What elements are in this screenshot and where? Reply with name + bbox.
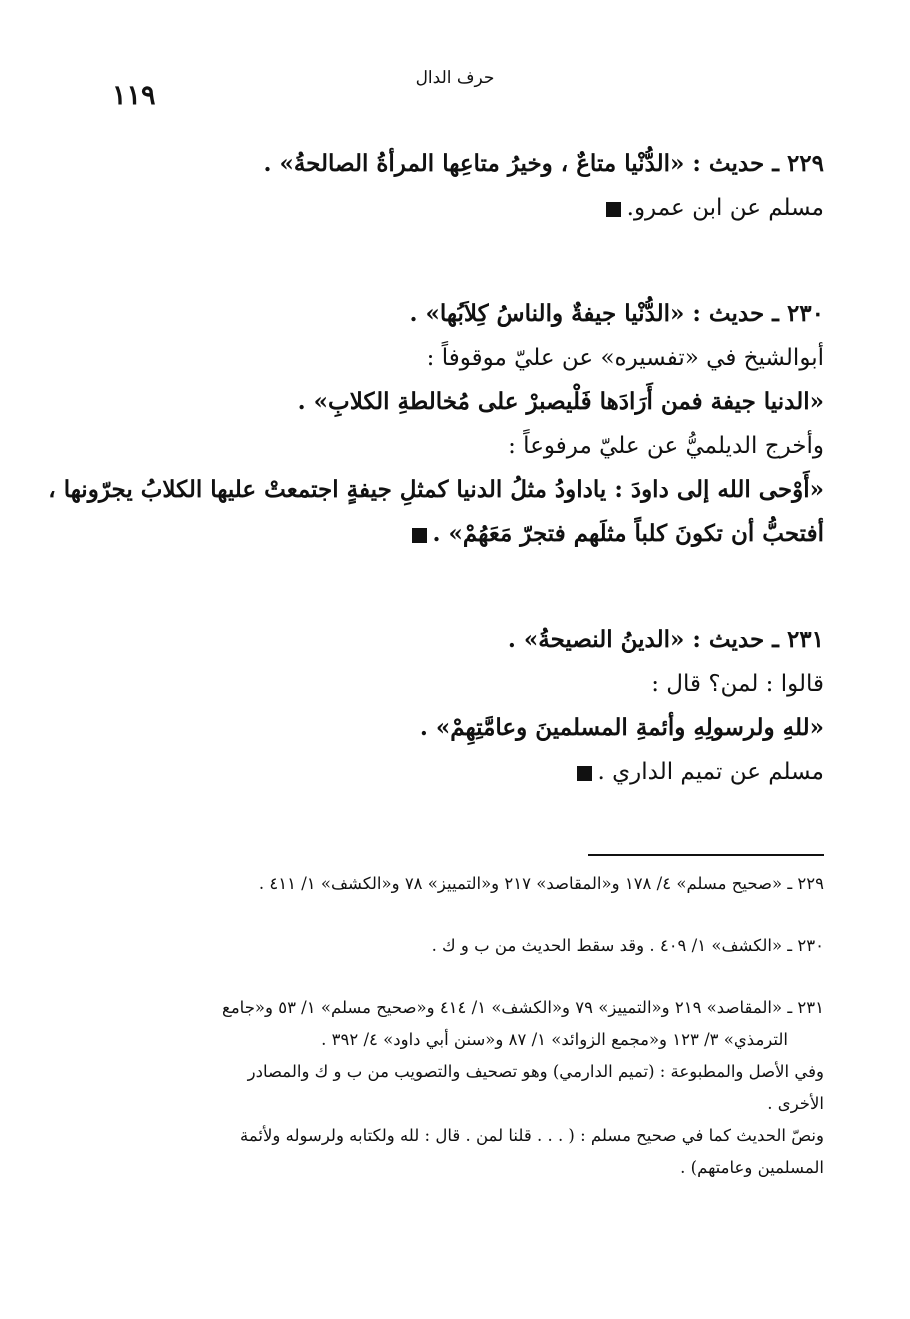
- entry-line-text: ٢٢٩ ـ حديث : «الدُّنْيا متاعٌ ، وخيرُ متاعِها المرأةُ الصالحةُ» .: [263, 150, 824, 177]
- footnote-line: ٢٢٩ ـ «صحيح مسلم» ٤/ ١٧٨ و«المقاصد» ٢١٧ و«التمييز» ٧٨ و«الكشف» ١/ ٤١١ .: [258, 874, 824, 893]
- footnote-separator: [588, 854, 824, 856]
- main-text: [48, 142, 824, 856]
- entry-line: [108, 424, 824, 468]
- footnotes: [112, 868, 824, 1184]
- end-of-entry-mark: [412, 528, 427, 543]
- entry-line-text: وأخرج الديلميُّ عن عليّ مرفوعاً :: [508, 433, 824, 459]
- entry-line: [108, 750, 824, 794]
- footnote: [112, 930, 824, 962]
- hadith-entry: [48, 292, 824, 556]
- footnote-line: ٢٣٠ ـ «الكشف» ١/ ٤٠٩ . وقد سقط الحديث من ب و ك .: [431, 936, 824, 955]
- entry-line-text: ٢٣١ ـ حديث : «الدينُ النصيحةُ» .: [507, 626, 824, 653]
- footnote-line: الأخرى .: [767, 1094, 824, 1113]
- entry-line-text: «للهِ ولرسولِهِ وأئمةِ المسلمينَ وعامَّتِهِمْ» .: [419, 714, 824, 741]
- entry-line: [108, 512, 824, 556]
- entry-line-text: «الدنيا جيفة فمن أَرَادَها فَلْيصبرْ على مُخالطةِ الكلابِ» .: [297, 388, 824, 415]
- entry-line-text: أبوالشيخ في «تفسيره» عن عليّ موقوفاً :: [426, 345, 824, 371]
- running-head: حرف الدال: [415, 68, 495, 88]
- footnote-line: ٢٣١ ـ «المقاصد» ٢١٩ و«التمييز» ٧٩ و«الكشف» ١/ ٤١٤ و«صحيح مسلم» ١/ ٥٣ و«جامع: [222, 998, 824, 1017]
- entry-line: [108, 618, 824, 662]
- entry-line-text: مسلم عن ابن عمرو.: [626, 195, 824, 221]
- entry-line: [48, 468, 824, 512]
- entry-line-text: أفتحبُّ أن تكونَ كلباً مثلَهم فتجرّ مَعَهُمْ» .: [432, 520, 824, 547]
- footnote-line: المسلمين وعامتهم) .: [680, 1158, 824, 1177]
- entry-line: [108, 336, 824, 380]
- entry-line-text: قالوا : لمن؟ قال :: [651, 671, 824, 697]
- footnote-line: ونصّ الحديث كما في صحيح مسلم : ( . . . قلنا لمن . قال : لله ولكتابه ولرسوله ولأئمة: [240, 1126, 824, 1145]
- entry-line: [108, 142, 824, 186]
- entry-line: [108, 186, 824, 230]
- footnote-line: الترمذي» ٣/ ١٢٣ و«مجمع الزوائد» ١/ ٨٧ و«سنن أبي داود» ٤/ ٣٩٢ .: [321, 1030, 788, 1049]
- entry-line: [108, 662, 824, 706]
- entry-line: [108, 380, 824, 424]
- page-number: ١١٩: [112, 80, 156, 111]
- hadith-entry: [108, 618, 824, 794]
- entry-line-text: «أَوْحى الله إلى داودَ : ياداودُ مثلُ الدنيا كمثلِ جيفةٍ اجتمعتْ عليها الكلابُ يجرّونها ،: [48, 476, 824, 503]
- footnote: [112, 992, 824, 1184]
- hadith-entry: [108, 142, 824, 230]
- end-of-entry-mark: [577, 766, 592, 781]
- entry-line: [108, 706, 824, 750]
- footnote-line: وفي الأصل والمطبوعة : (تميم الدارمي) وهو تصحيف والتصويب من ب و ك والمصادر: [247, 1062, 824, 1081]
- end-of-entry-mark: [606, 202, 621, 217]
- entry-line: [108, 292, 824, 336]
- entry-line-text: ٢٣٠ ـ حديث : «الدُّنْيا جيفةٌ والناسُ كِلاَبُها» .: [409, 300, 824, 327]
- entry-line-text: مسلم عن تميم الداري .: [597, 759, 824, 785]
- footnote: [112, 868, 824, 900]
